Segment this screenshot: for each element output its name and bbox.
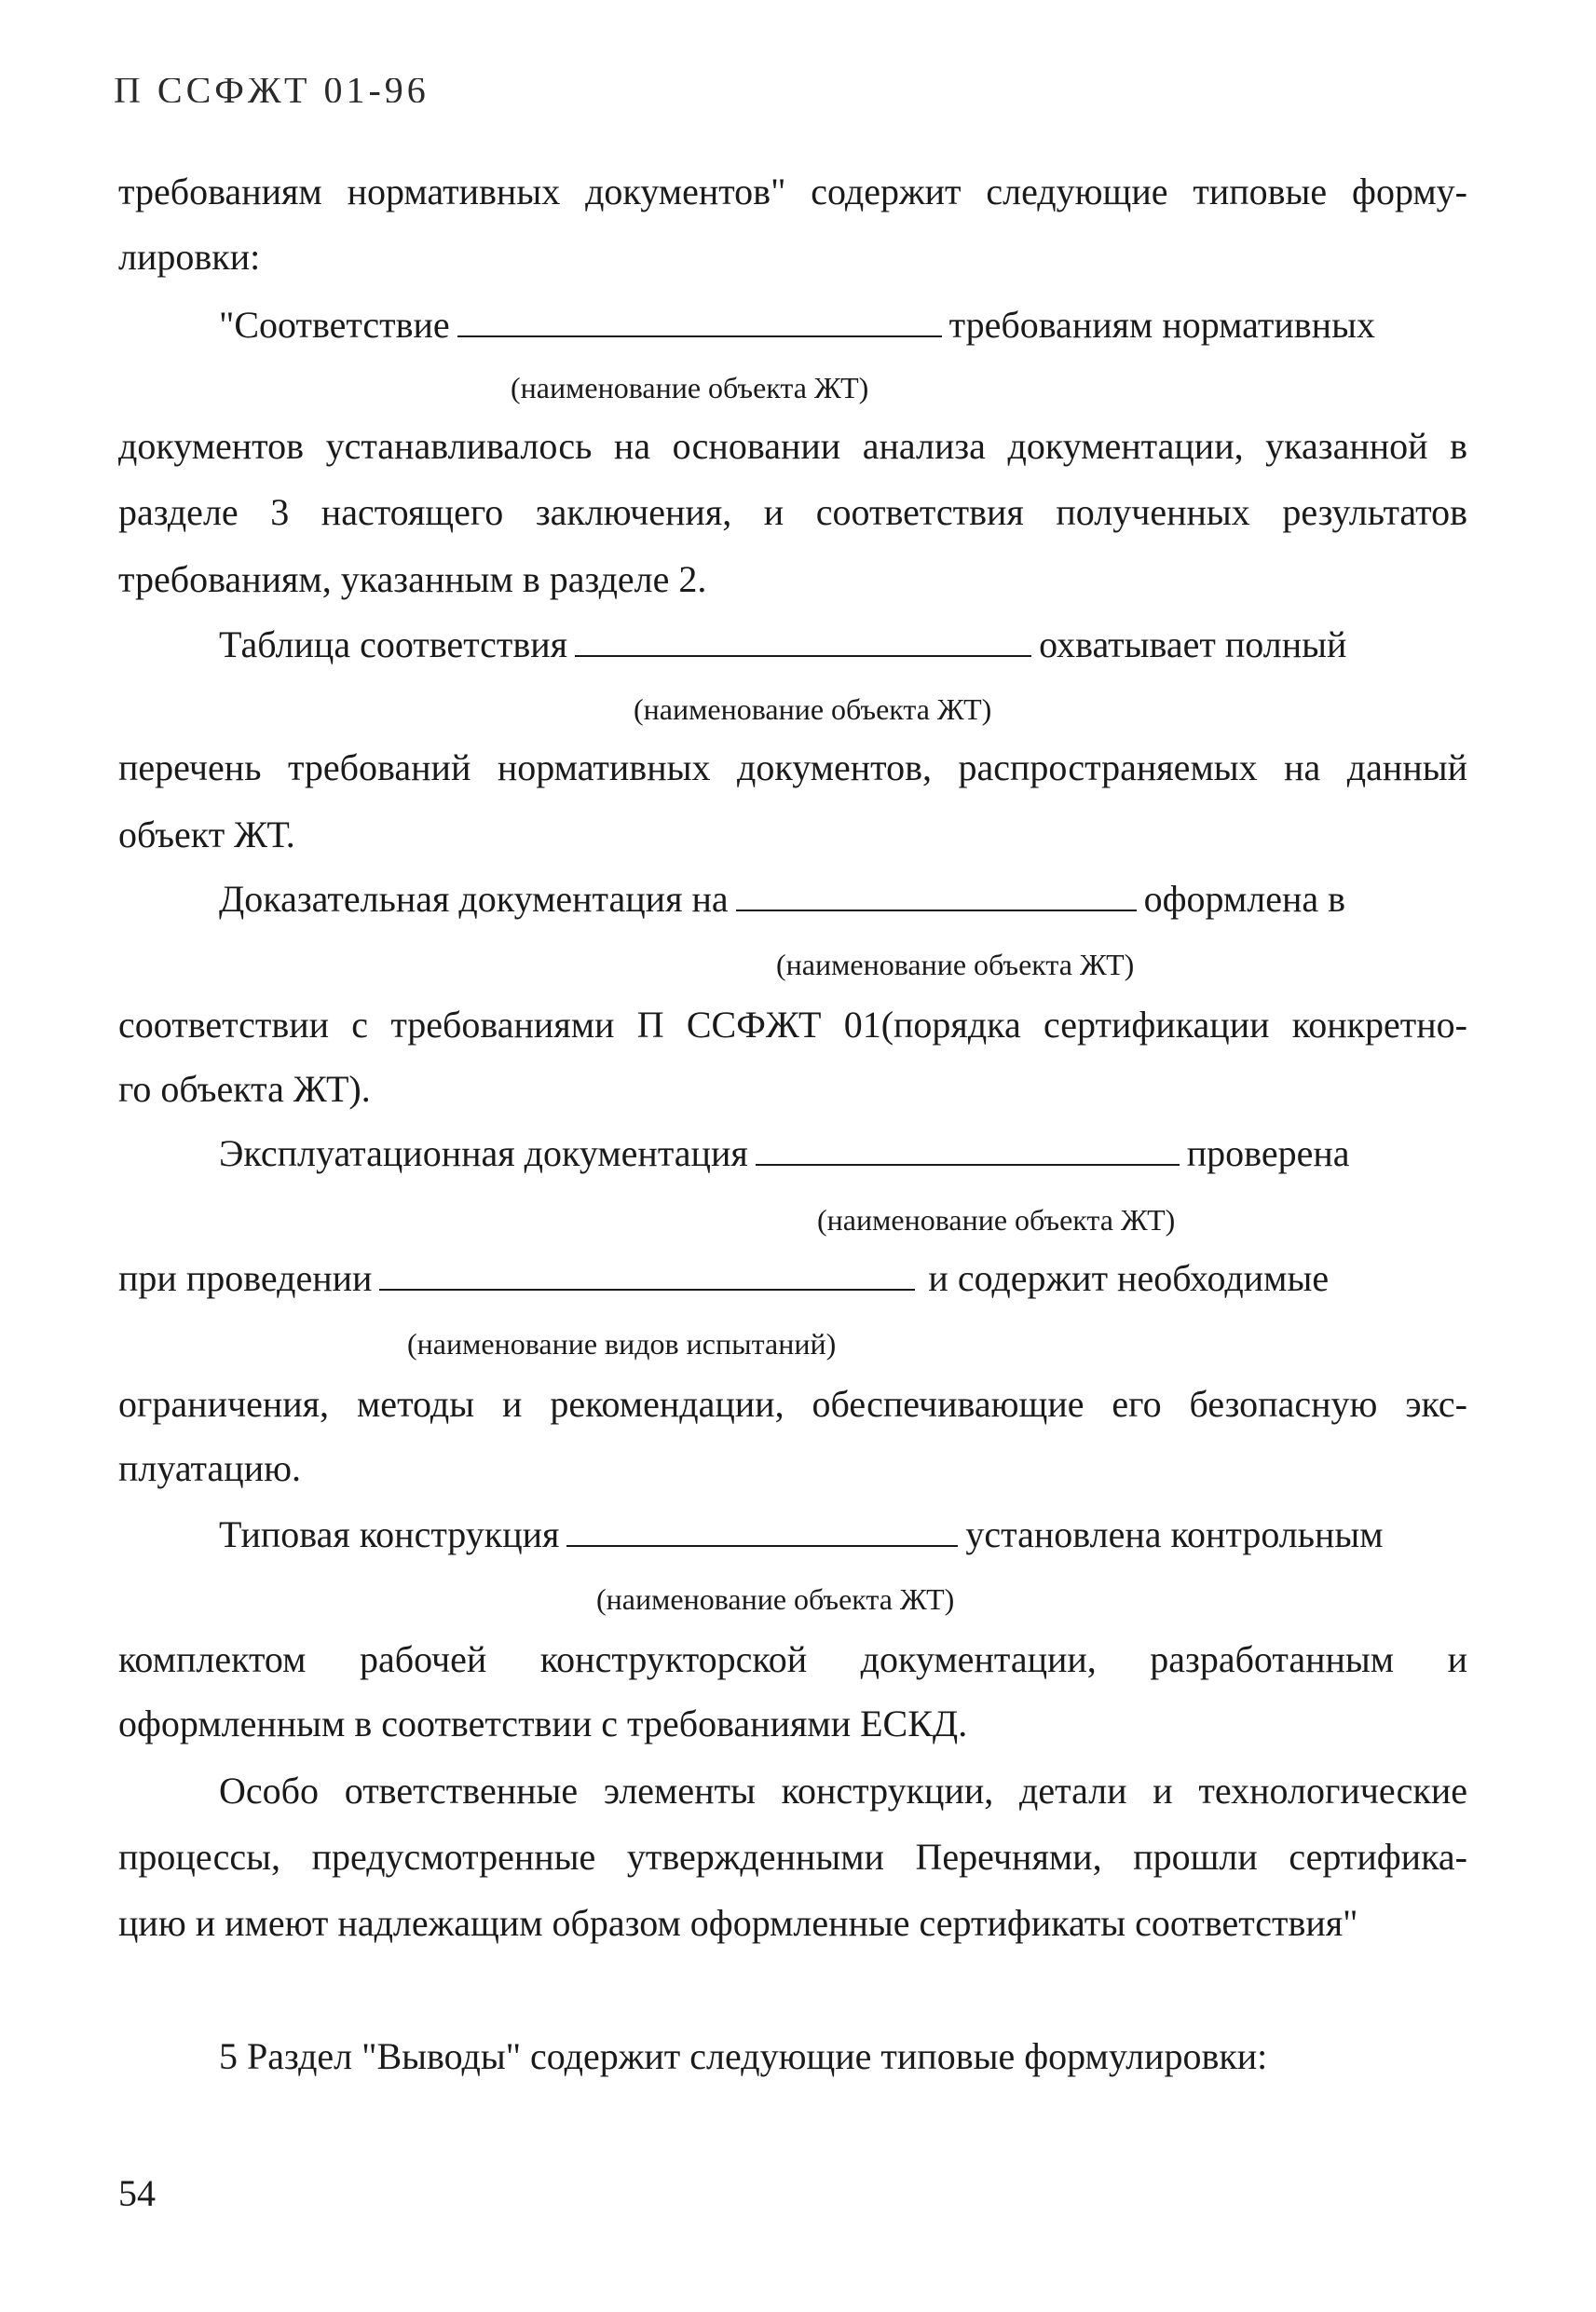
form-label: Доказательная документация на: [219, 878, 729, 920]
form-label: "Соответствие: [219, 304, 450, 346]
field-caption: (наименование объекта ЖТ): [596, 1582, 955, 1616]
field-caption: (наименование объекта ЖТ): [634, 692, 992, 726]
text-line: документов устанавливалось на основании анализа документации, указанной в: [118, 425, 1467, 467]
form-label: Типовая конструкция: [219, 1513, 560, 1555]
field-caption: (наименование объекта ЖТ): [817, 1203, 1176, 1237]
form-line: [219, 877, 1568, 922]
text-line: лировки:: [118, 236, 261, 278]
blank-field: [379, 1257, 915, 1291]
text-line: требованиям нормативных документов" содержит следующие типовые форму-: [118, 171, 1467, 212]
form-line: [219, 303, 1568, 348]
blank-field: [457, 304, 942, 337]
form-label: установлена контрольным: [965, 1513, 1384, 1555]
form-label: Таблица соответствия: [219, 623, 568, 665]
blank-field: [566, 1513, 958, 1547]
text-line: го объекта ЖТ).: [118, 1068, 371, 1110]
text-line: оформленным в соответствии с требованиями ЕСКД.: [118, 1703, 968, 1744]
field-caption: (наименование объекта ЖТ): [776, 948, 1135, 981]
field-caption: (наименование объекта ЖТ): [511, 371, 869, 404]
text-line: объект ЖТ.: [118, 814, 295, 855]
page-number: 54: [118, 2172, 156, 2214]
page-header: П ССФЖТ 01-96: [114, 78, 430, 103]
form-label: оформлена в: [1143, 878, 1346, 920]
form-label: и содержит необходимые: [928, 1257, 1330, 1299]
text-line: комплектом рабочей конструкторской документации, разработанным и: [118, 1638, 1467, 1680]
form-label: Эксплуатационная документация: [219, 1132, 748, 1174]
text-line: ограничения, методы и рекомендации, обеспечивающие его безопасную экс-: [118, 1383, 1467, 1425]
form-label: охватывает полный: [1039, 623, 1347, 665]
form-line: [219, 1512, 1568, 1557]
text-line: цию и имеют надлежащим образом оформленные сертификаты соответствия": [118, 1902, 1358, 1944]
form-line: [219, 622, 1568, 667]
blank-field: [736, 878, 1137, 911]
text-line: процессы, предусмотренные утвержденными Перечнями, прошли сертифика-: [118, 1836, 1467, 1878]
form-line: [219, 1131, 1568, 1176]
field-caption: (наименование видов испытаний): [407, 1327, 837, 1361]
form-label: проверена: [1186, 1132, 1350, 1174]
text-line: 5 Раздел "Выводы" содержит следующие типовые формулировки:: [219, 2035, 1268, 2077]
text-line: требованиям, указанным в разделе 2.: [118, 558, 707, 600]
form-line: [118, 1256, 1467, 1301]
text-line: разделе 3 настоящего заключения, и соответствия полученных результатов: [118, 491, 1467, 533]
text-line: соответствии с требованиями П ССФЖТ 01(порядка сертификации конкретно-: [118, 1004, 1467, 1046]
form-label: требованиям нормативных: [948, 304, 1375, 346]
text-line: Особо ответственные элементы конструкции, детали и технологические: [219, 1770, 1467, 1812]
blank-field: [756, 1132, 1180, 1166]
form-label: при проведении: [118, 1257, 373, 1299]
text-line: перечень требований нормативных документов, распространяемых на данный: [118, 746, 1467, 788]
text-line: плуатацию.: [118, 1447, 301, 1489]
blank-field: [575, 623, 1031, 657]
